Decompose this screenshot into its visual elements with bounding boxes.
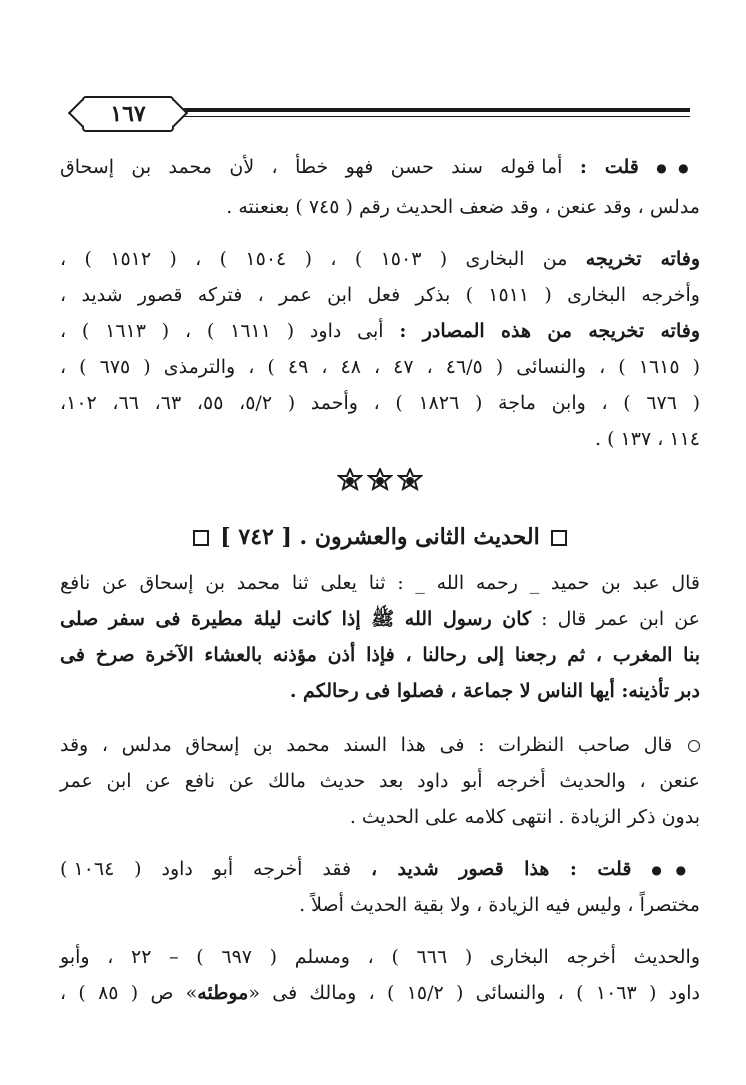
- bullet-dots-icon: ●●: [656, 161, 700, 175]
- text-line: [60, 566, 700, 600]
- line-text: ١١٤ ، ١٣٧ ) .: [595, 428, 700, 450]
- text-line: [60, 764, 700, 798]
- line-text: أما قوله سند حسن فهو خطأ ، لأن محمد بن إسحاق: [60, 156, 563, 178]
- page-number: ١٦٧: [110, 101, 146, 127]
- ornament-star-icon: [397, 468, 423, 494]
- text-line: [60, 888, 700, 922]
- line-text: » ص ( ٨٥ ) ،: [60, 982, 198, 1004]
- square-bullet-icon: [193, 530, 209, 546]
- section-ornament: [330, 468, 430, 498]
- header-rule: [172, 108, 690, 112]
- bold-phrase: كان رسول الله ﷺ إذا كانت ليلة مطيرة فى سفر صلى: [60, 608, 532, 630]
- line-text: ( ١٦١٥ ) ، والنسائى ( ٤٦/٥ ، ٤٧ ، ٤٨ ، ٤٩ ) ، والترمذى ( ٦٧٥ ) ،: [60, 356, 701, 378]
- text-line: [60, 190, 700, 224]
- text-line: [60, 800, 700, 834]
- section-title: [60, 518, 700, 556]
- text-line: [60, 976, 700, 1010]
- text-line: [60, 852, 700, 886]
- line-text: وأخرجه البخارى ( ١٥١١ ) بذكر فعل ابن عمر ، فتركه قصور شديد ،: [60, 284, 700, 306]
- document-page: [60, 0, 700, 1085]
- bold-phrase: قلت :: [579, 156, 639, 178]
- text-line: [60, 728, 700, 762]
- text-line: [60, 278, 700, 312]
- line-text: مدلس ، وقد عنعن ، وقد ضعف الحديث رقم ( ٧٤٥ ) بعنعنته .: [226, 196, 700, 218]
- text-line: [60, 242, 700, 276]
- line-text: والحديث أخرجه البخارى ( ٦٦٦ ) ، ومسلم ( ٦٩٧ ) – ٢٢ ، وأبو: [60, 946, 700, 968]
- line-text: قال صاحب النظرات : فى هذا السند محمد بن إسحاق مدلس ، وقد: [60, 734, 673, 756]
- ornament-star-icon: [367, 468, 393, 494]
- bold-phrase: بنا المغرب ، ثم رجعنا إلى رحالنا ، فإذا أذن مؤذنه بالعشاء الآخرة صرخ فى: [60, 644, 700, 666]
- line-text: مختصراً ، وليس فيه الزيادة ، ولا بقية الحديث أصلاً .: [299, 894, 700, 916]
- square-bullet-icon: [551, 530, 567, 546]
- bullet-dots-icon: ●●: [651, 863, 700, 877]
- line-text: أبى داود ( ١٦١١ ) ، ( ١٦١٣ ) ،: [60, 320, 384, 342]
- text-line: [60, 386, 700, 420]
- page-header: [70, 92, 690, 136]
- bold-phrase: قلت : هذا قصور شديد ،: [370, 858, 632, 880]
- line-text: من البخارى ( ١٥٠٣ ) ، ( ١٥٠٤ ) ، ( ١٥١٢ ) ،: [60, 248, 568, 270]
- line-text: بدون ذكر الزيادة . انتهى كلامه على الحديث .: [349, 806, 700, 828]
- text-line: [60, 150, 700, 184]
- line-text: فقد أخرجه أبو داود ( ١٠٦٤ ): [60, 858, 352, 880]
- line-text: عن ابن عمر قال :: [541, 608, 700, 630]
- ornament-star-icon: [337, 468, 363, 494]
- text-line: [60, 638, 700, 672]
- circle-bullet-icon: [688, 740, 700, 752]
- line-text: ( ٦٧٦ ) ، وابن ماجة ( ١٨٢٦ ) ، وأحمد ( ٥/٢، ٥٥، ٦٣، ٦٦، ١٠٢،: [60, 392, 701, 414]
- text-line: [60, 350, 700, 384]
- text-line: [60, 602, 700, 636]
- line-text: داود ( ١٠٦٣ ) ، والنسائى ( ١٥/٢ ) ، ومالك فى «: [248, 982, 701, 1004]
- bold-phrase: موطئه: [197, 982, 249, 1004]
- text-line: [60, 940, 700, 974]
- page-number-frame: [82, 96, 174, 132]
- text-line: [60, 314, 700, 348]
- line-text: عنعن ، والحديث أخرجه أبو داود بعد حديث مالك عن نافع عن ابن عمر: [60, 770, 700, 792]
- line-text: قال عبد بن حميد _ رحمه الله _ : ثنا يعلى ثنا محمد بن إسحاق عن نافع: [60, 572, 700, 594]
- text-line: [60, 674, 700, 708]
- header-rule-thin: [172, 116, 690, 117]
- section-title-text: الحديث الثانى والعشرون . [ ٧٤٢ ]: [220, 524, 540, 550]
- text-line: [60, 422, 700, 456]
- bold-phrase: وفاته تخريجه من هذه المصادر :: [399, 320, 701, 342]
- bold-phrase: وفاته تخريجه: [585, 248, 700, 270]
- bold-phrase: دبر تأذينه: أيها الناس لا جماعة ، فصلوا فى رحالكم .: [289, 680, 700, 702]
